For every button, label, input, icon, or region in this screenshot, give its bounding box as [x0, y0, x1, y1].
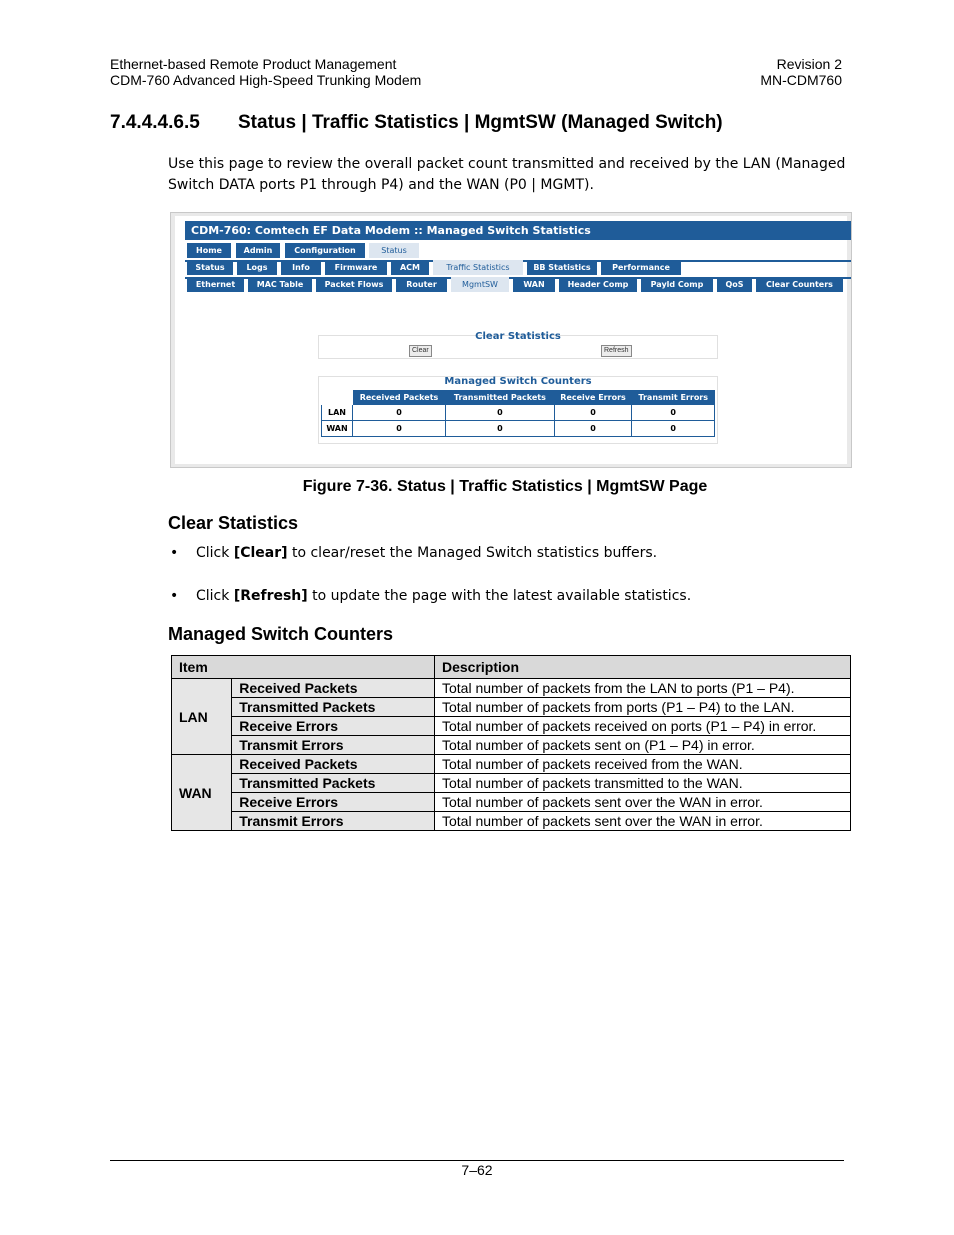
tab-home[interactable]: Home [187, 243, 231, 258]
figure-caption: Figure 7-36. Status | Traffic Statistics | MgmtSW Page [302, 478, 708, 495]
refresh-button[interactable]: Refresh [601, 345, 632, 357]
counters-header-rx-errors: Receive Errors [554, 391, 632, 405]
counters-row-wan [322, 421, 715, 437]
table-row [172, 717, 851, 736]
row-item: Received Packets [232, 755, 435, 774]
counters-cell: 0 [353, 421, 446, 437]
counters-cell: 0 [446, 421, 555, 437]
table-row [172, 793, 851, 812]
clear-statistics-heading: Clear Statistics [168, 513, 299, 533]
counters-title: Managed Switch Counters [444, 376, 592, 387]
counters-cell: 0 [353, 405, 446, 421]
tab-qos[interactable]: QoS [717, 277, 752, 292]
counters-header-transmitted: Transmitted Packets [446, 391, 555, 405]
doc-col-item: Item [172, 656, 435, 679]
table-row [172, 755, 851, 774]
table-row [172, 736, 851, 755]
counters-row-lan [322, 405, 715, 421]
bullet-clear [196, 543, 657, 564]
bullet-dot-1: • [170, 545, 179, 561]
counters-cell: 0 [632, 421, 715, 437]
tab-header-comp[interactable]: Header Comp [559, 277, 637, 292]
tab-firmware[interactable]: Firmware [325, 260, 387, 275]
counters-header-blank [322, 391, 353, 405]
screenshot-banner: CDM-760: Comtech EF Data Modem :: Managed Switch Statistics [185, 221, 851, 240]
intro-line-2: Switch DATA ports P1 through P4) and the WAN (P0 | MGMT). [168, 177, 594, 193]
row-item: Receive Errors [232, 717, 435, 736]
bullet-refresh-pre: Click [196, 588, 234, 604]
tab-admin[interactable]: Admin [236, 243, 280, 258]
counters-header-row [322, 391, 715, 405]
intro-line-1: Use this page to review the overall packet count transmitted and received by the LAN (Managed [168, 156, 846, 172]
header-left-line2: CDM-760 Advanced High-Speed Trunking Modem [110, 72, 422, 88]
row-description: Total number of packets received on ports (P1 – P4) in error. [435, 717, 851, 736]
row-description: Total number of packets sent on (P1 – P4) in error. [435, 736, 851, 755]
figure-screenshot [170, 212, 852, 468]
row-item: Transmit Errors [232, 736, 435, 755]
tab-performance[interactable]: Performance [601, 260, 681, 275]
bullet-clear-pre: Click [196, 545, 234, 561]
tab-configuration[interactable]: Configuration [285, 243, 365, 258]
tab-payld-comp[interactable]: Payld Comp [641, 277, 713, 292]
section-number: 7.4.4.4.6.5 [110, 112, 200, 133]
group-wan: WAN [172, 755, 232, 831]
row-description: Total number of packets sent over the WAN in error. [435, 793, 851, 812]
row-item: Transmitted Packets [232, 698, 435, 717]
row-description: Total number of packets transmitted to the WAN. [435, 774, 851, 793]
clear-statistics-title: Clear Statistics [475, 331, 561, 342]
header-right-line2: MN-CDM760 [760, 72, 842, 88]
doc-table-header [172, 656, 851, 679]
counters-row-label: WAN [322, 421, 353, 437]
tab-mac-table[interactable]: MAC Table [248, 277, 312, 292]
bullet-clear-bold: [Clear] [233, 545, 288, 561]
tab-clear-counters[interactable]: Clear Counters [756, 277, 843, 292]
header-right-line1: Revision 2 [776, 56, 842, 72]
bullet-refresh [196, 586, 691, 607]
tab-acm[interactable]: ACM [391, 260, 429, 275]
row-item: Receive Errors [232, 793, 435, 812]
counters-cell: 0 [632, 405, 715, 421]
counters-description-table [171, 655, 851, 831]
counters-panel [318, 376, 718, 444]
tab-status-sub[interactable]: Status [187, 260, 233, 275]
counters-cell: 0 [446, 405, 555, 421]
header-left-line1: Ethernet-based Remote Product Management [110, 56, 397, 72]
table-row [172, 774, 851, 793]
tab-info[interactable]: Info [281, 260, 321, 275]
tab-packet-flows[interactable]: Packet Flows [316, 277, 392, 292]
row-item: Transmit Errors [232, 812, 435, 831]
table-row [172, 812, 851, 831]
row-item: Transmitted Packets [232, 774, 435, 793]
tab-ethernet[interactable]: Ethernet [187, 277, 244, 292]
footer-rule [110, 1160, 844, 1161]
screenshot-page [175, 216, 847, 464]
row-description: Total number of packets received from the WAN. [435, 755, 851, 774]
group-lan: LAN [172, 679, 232, 755]
table-row [172, 698, 851, 717]
bullet-refresh-post: to update the page with the latest available statistics. [307, 588, 692, 604]
row-description: Total number of packets sent over the WAN in error. [435, 812, 851, 831]
tab-status[interactable]: Status [369, 243, 419, 258]
nav-row-traffic [185, 277, 851, 294]
clear-button[interactable]: Clear [409, 345, 432, 357]
counters-cell: 0 [554, 405, 632, 421]
tab-wan[interactable]: WAN [513, 277, 555, 292]
counters-row-label: LAN [322, 405, 353, 421]
row-description: Total number of packets from ports (P1 – P4) to the LAN. [435, 698, 851, 717]
bullet-refresh-bold: [Refresh] [233, 588, 308, 604]
page-number: 7–62 [461, 1162, 493, 1178]
doc-col-description: Description [435, 656, 851, 679]
bullet-clear-post: to clear/reset the Managed Switch statistics buffers. [287, 545, 658, 561]
tab-traffic-statistics[interactable]: Traffic Statistics [433, 260, 523, 275]
counters-header-tx-errors: Transmit Errors [632, 391, 715, 405]
counters-cell: 0 [554, 421, 632, 437]
row-item: Received Packets [232, 679, 435, 698]
counters-header-received: Received Packets [353, 391, 446, 405]
row-description: Total number of packets from the LAN to ports (P1 – P4). [435, 679, 851, 698]
tab-router[interactable]: Router [396, 277, 447, 292]
clear-statistics-panel [318, 331, 718, 359]
tab-bb-statistics[interactable]: BB Statistics [527, 260, 597, 275]
counters-heading: Managed Switch Counters [168, 624, 394, 644]
table-row [172, 679, 851, 698]
tab-logs[interactable]: Logs [237, 260, 277, 275]
bullet-dot-2: • [170, 588, 179, 604]
counters-table [321, 390, 715, 437]
tab-mgmtsw[interactable]: MgmtSW [451, 277, 509, 292]
section-title: Status | Traffic Statistics | MgmtSW (Managed Switch) [238, 112, 723, 133]
